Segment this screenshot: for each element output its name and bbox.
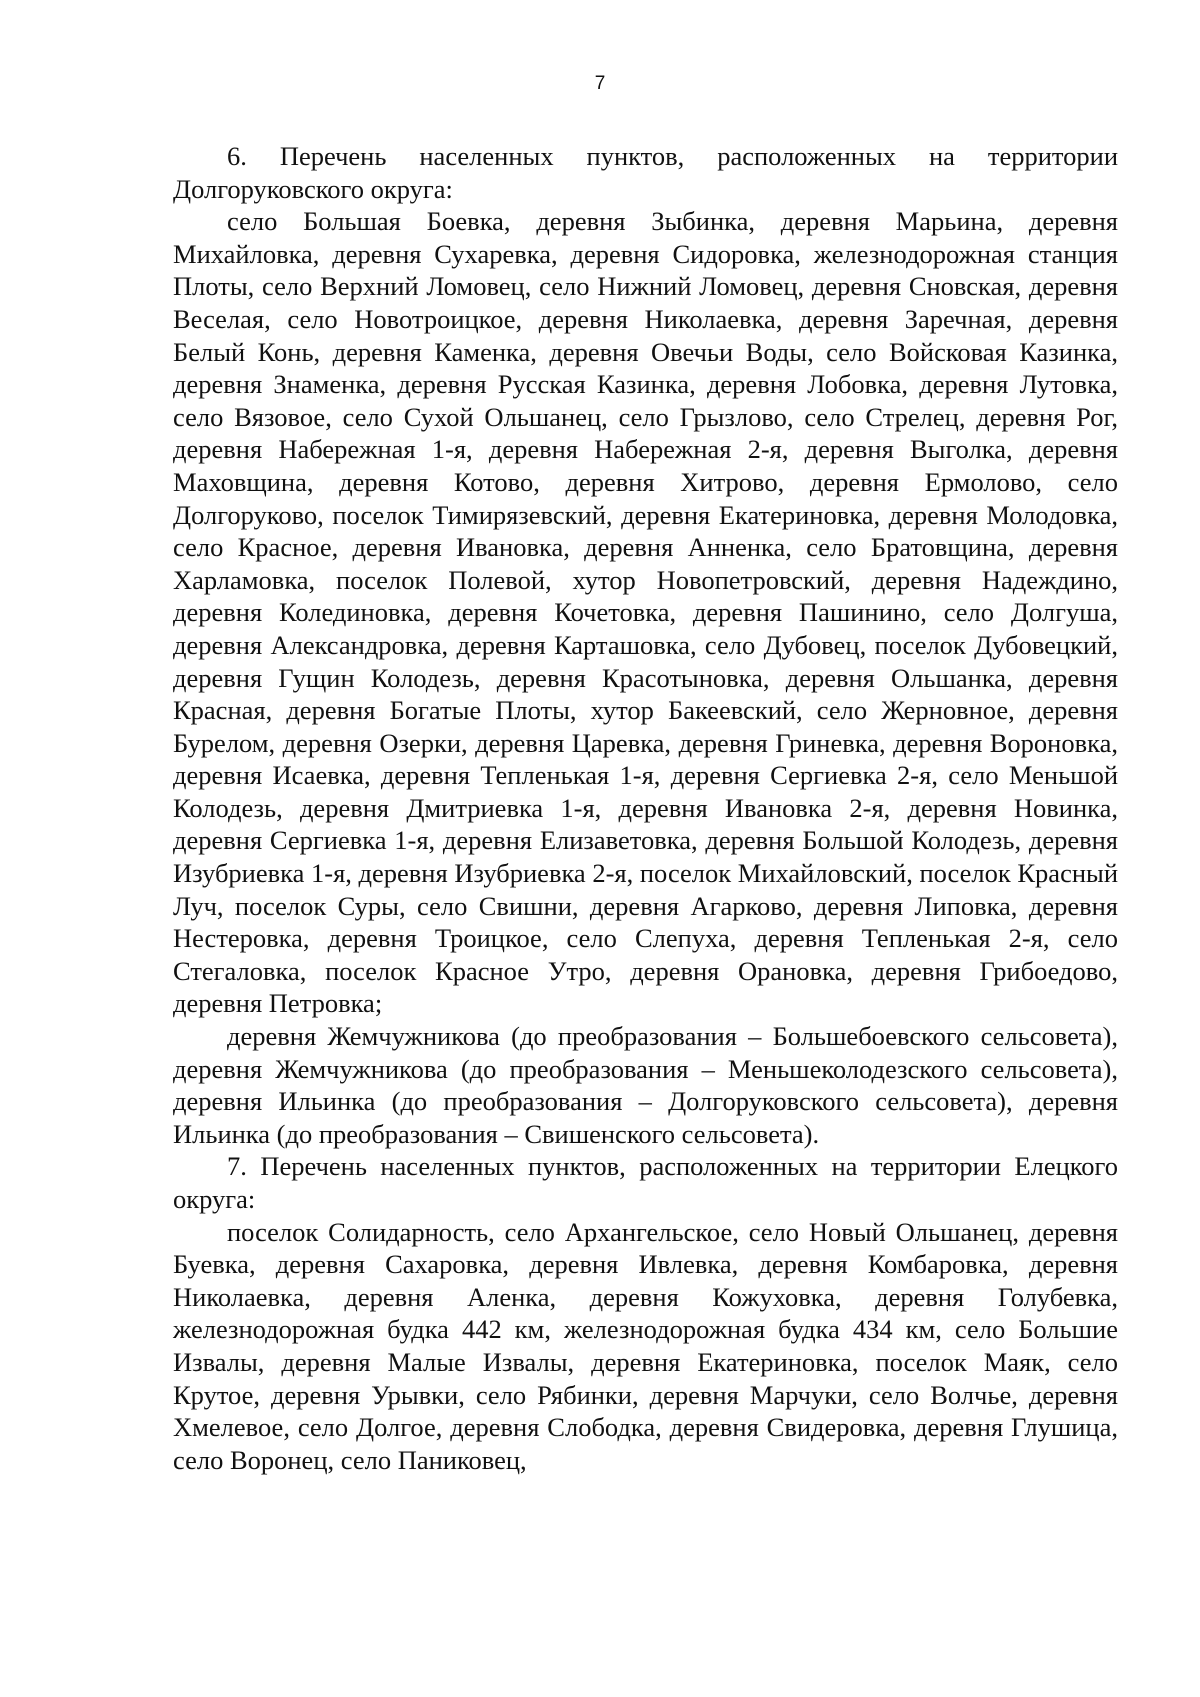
section-7-settlements-list: поселок Солидарность, село Архангельское, село Новый Ольшанец, деревня Буевка, деревня Сахаровка, деревня Ивлевка, деревня Комбаровка, деревня Николаевка, деревня Аленка, деревня Кожуховка, деревня Голубевка, железнодорожная будка 442 км, железнодорожная будка 434 км, село Большие Извалы, деревня Малые Извалы, деревня Екатериновка, поселок Маяк, село Крутое, деревня Урывки, село Рябинки, деревня Марчуки, село Волчье, деревня Хмелевое, село Долгое, деревня Слободка, деревня Свидеровка, деревня Глушица, село Воронец, село Паниковец, — [173, 1216, 1118, 1475]
section-7-heading: 7. Перечень населенных пунктов, расположенных на территории Елецкого округа: — [173, 1151, 1118, 1214]
section-6-heading: 6. Перечень населенных пунктов, расположенных на территории Долгоруковского округа: — [173, 141, 1118, 204]
page-number: 7 — [594, 73, 606, 94]
section-6-transformed-settlements: деревня Жемчужникова (до преобразования – Большебоевского сельсовета), деревня Жемчужникова (до преобразования – Меньшеколодезского сельсовета), деревня Ильинка (до преобразования – Долгоруковского сельсовета), деревня Ильинка (до преобразования – Свишенского сельсовета). — [173, 1021, 1118, 1149]
document-body — [173, 140, 1118, 1476]
section-6-settlements-list: село Большая Боевка, деревня Зыбинка, деревня Марьина, деревня Михайловка, деревня Сухаревка, деревня Сидоровка, железнодорожная станция Плоты, село Верхний Ломовец, село Нижний Ломовец, деревня Сновская, деревня Веселая, село Новотроицкое, деревня Николаевка, деревня Заречная, деревня Белый Конь, деревня Каменка, деревня Овечьи Воды, село Войсковая Казинка, деревня Знаменка, деревня Русская Казинка, деревня Лобовка, деревня Лутовка, село Вязовое, село Сухой Ольшанец, село Грызлово, село Стрелец, деревня Рог, деревня Набережная 1-я, деревня Набережная 2-я, деревня Выголка, деревня Маховщина, деревня Котово, деревня Хитрово, деревня Ермолово, село Долгоруково, поселок Тимирязевский, деревня Екатериновка, деревня Молодовка, село Красное, деревня Ивановка, деревня Анненка, село Братовщина, деревня Харламовка, поселок Полевой, хутор Новопетровский, деревня Надеждино, деревня Колединовка, деревня Кочетовка, деревня Пашинино, село Долгуша, деревня Александровка, деревня Карташовка, село Дубовец, поселок Дубовецкий, деревня Гущин Колодезь, деревня Красотыновка, деревня Ольшанка, деревня Красная, деревня Богатые Плоты, хутор Бакеевский, село Жерновное, деревня Бурелом, деревня Озерки, деревня Царевка, деревня Гриневка, деревня Вороновка, деревня Исаевка, деревня Тепленькая 1-я, деревня Сергиевка 2-я, село Меньшой Колодезь, деревня Дмитриевка 1-я, деревня Ивановка 2-я, деревня Новинка, деревня Сергиевка 1-я, деревня Елизаветовка, деревня Большой Колодезь, деревня Изубриевка 1-я, деревня Изубриевка 2-я, поселок Михайловский, поселок Красный Луч, поселок Суры, село Свишни, деревня Агарково, деревня Липовка, деревня Нестеровка, деревня Троицкое, село Слепуха, деревня Тепленькая 2-я, село Стегаловка, поселок Красное Утро, деревня Орановка, деревня Грибоедово, деревня Петровка; — [173, 206, 1118, 1019]
